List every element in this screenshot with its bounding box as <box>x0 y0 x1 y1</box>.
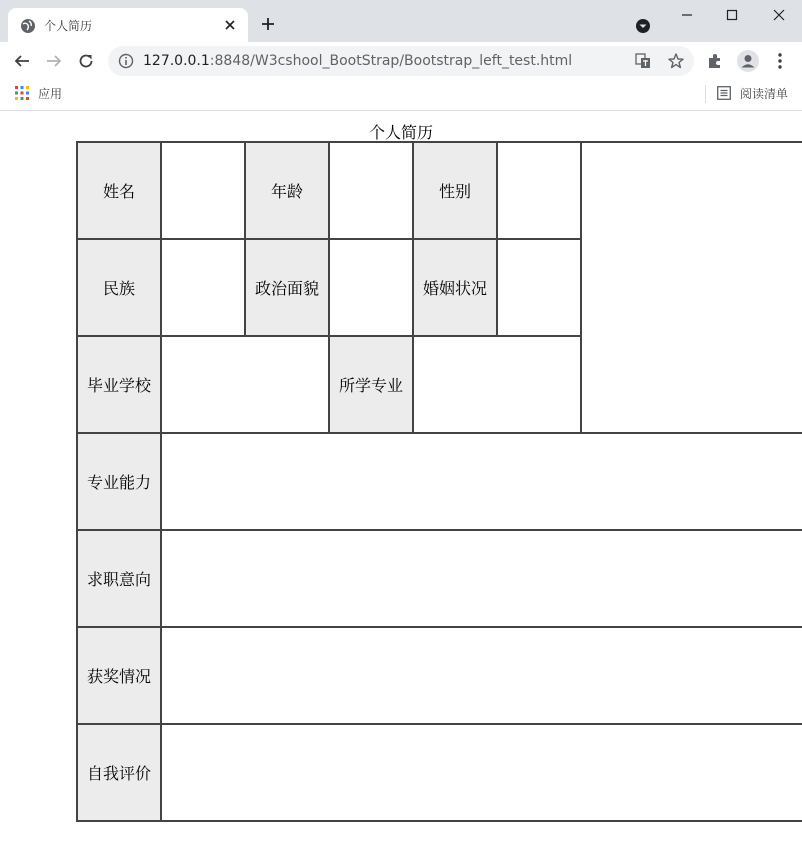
job-intention-label: 求职意向 <box>77 530 161 627</box>
table-row <box>77 433 802 530</box>
job-intention-value-cell <box>161 530 802 627</box>
self-evaluation-value-cell <box>161 724 802 821</box>
reading-list-label[interactable]: 阅读清单 <box>740 87 789 101</box>
minimize-icon[interactable] <box>677 6 697 24</box>
profile-avatar-icon[interactable] <box>737 50 759 72</box>
self-evaluation-label: 自我评价 <box>77 724 161 821</box>
marital-status-value-cell <box>497 239 581 336</box>
awards-label: 获奖情况 <box>77 627 161 724</box>
url-text[interactable] <box>143 53 572 69</box>
name-label: 姓名 <box>77 142 161 239</box>
bookmark-star-icon[interactable] <box>667 52 685 70</box>
toolbar <box>0 42 802 80</box>
bookmarks-bar <box>0 80 802 111</box>
photo-cell <box>581 142 802 433</box>
ethnicity-label: 民族 <box>77 239 161 336</box>
extensions-icon[interactable] <box>706 52 724 70</box>
page-content <box>0 112 802 861</box>
awards-value-cell <box>161 627 802 724</box>
skills-label: 专业能力 <box>77 433 161 530</box>
globe-icon <box>20 18 36 34</box>
name-value-cell <box>161 142 245 239</box>
close-tab-icon[interactable] <box>222 17 238 33</box>
school-label: 毕业学校 <box>77 336 161 433</box>
tab-title: 个人简历 <box>44 19 93 33</box>
political-status-label: 政治面貌 <box>245 239 329 336</box>
translate-icon[interactable] <box>635 53 651 69</box>
table-row <box>77 530 802 627</box>
browser-tab[interactable] <box>8 8 248 42</box>
forward-icon[interactable] <box>45 52 63 70</box>
gender-value-cell <box>497 142 581 239</box>
apps-bookmark-label[interactable]: 应用 <box>38 87 63 101</box>
age-label: 年龄 <box>245 142 329 239</box>
gender-label: 性别 <box>413 142 497 239</box>
table-row <box>77 627 802 724</box>
reload-icon[interactable] <box>77 52 95 70</box>
reading-list-icon[interactable] <box>717 86 731 100</box>
url-host: 127.0.0.1 <box>143 53 210 69</box>
major-value-cell <box>413 336 581 433</box>
marital-status-label: 婚姻状况 <box>413 239 497 336</box>
address-bar[interactable] <box>108 46 694 76</box>
table-row <box>77 724 802 821</box>
skills-value-cell <box>161 433 802 530</box>
age-value-cell <box>329 142 413 239</box>
table-row <box>77 142 802 239</box>
page-title: 个人简历 <box>368 123 433 142</box>
apps-grid-icon[interactable] <box>15 86 29 100</box>
resume-table <box>76 141 802 822</box>
url-path: :8848/W3cshool_BootStrap/Bootstrap_left_test.html <box>209 53 573 69</box>
back-icon[interactable] <box>13 52 31 70</box>
site-info-icon[interactable] <box>118 53 134 69</box>
tab-search-icon[interactable] <box>634 17 652 35</box>
major-label: 所学专业 <box>329 336 413 433</box>
new-tab-icon[interactable] <box>260 16 276 32</box>
tab-strip <box>0 0 802 42</box>
bookmark-separator <box>705 85 706 103</box>
school-value-cell <box>161 336 329 433</box>
political-status-value-cell <box>329 239 413 336</box>
close-window-icon[interactable] <box>769 6 789 24</box>
more-menu-icon[interactable] <box>772 52 788 70</box>
maximize-icon[interactable] <box>722 6 742 24</box>
ethnicity-value-cell <box>161 239 245 336</box>
